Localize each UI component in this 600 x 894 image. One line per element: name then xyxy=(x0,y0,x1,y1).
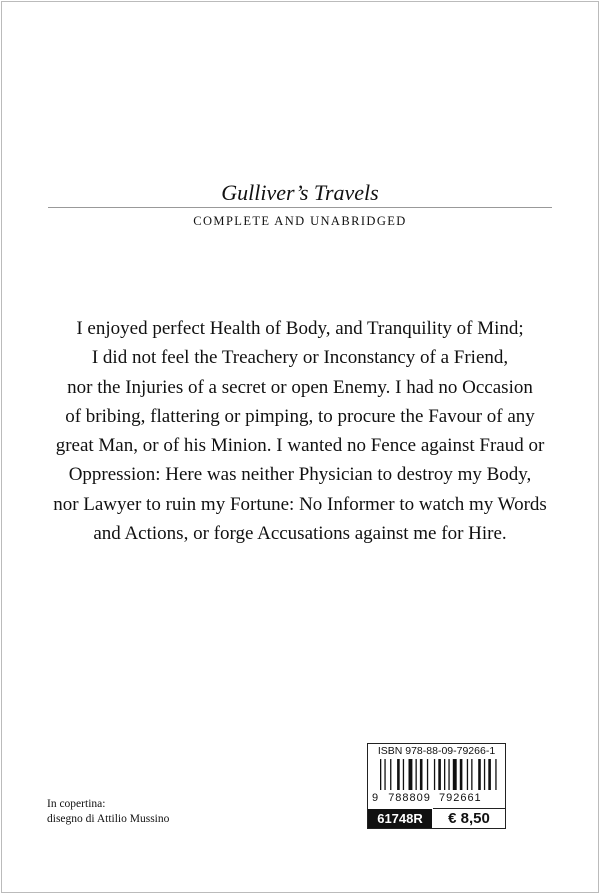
barcode-bar xyxy=(420,759,423,790)
barcode-digits xyxy=(372,791,502,805)
excerpt-line: I did not feel the Treachery or Inconstancy of a Friend, xyxy=(91,347,509,369)
excerpt-line: nor the Injuries of a secret or open Enemy. I had no Occasion xyxy=(67,376,533,398)
barcode-label xyxy=(367,743,506,829)
barcode-bar xyxy=(380,759,381,790)
excerpt-line: of bribing, flattering or pimping, to procure the Favour of any xyxy=(65,405,535,427)
barcode-bar xyxy=(444,759,445,790)
price-tag: € 8,50 xyxy=(433,808,505,828)
barcode-digits-left: 788809 xyxy=(388,792,431,804)
barcode-bar xyxy=(453,759,457,790)
barcode-bar xyxy=(390,759,391,790)
barcode-bar xyxy=(427,759,428,790)
barcode-bar xyxy=(409,759,413,790)
barcode-icon xyxy=(380,759,498,790)
cover-credit xyxy=(47,797,169,827)
excerpt-line: I enjoyed perfect Health of Body, and Tranquility of Mind; xyxy=(76,318,524,339)
barcode-bar xyxy=(397,759,400,790)
excerpt xyxy=(0,314,600,548)
excerpt-line: and Actions, or forge Accusations against me for Hire. xyxy=(93,523,507,545)
barcode-bar xyxy=(460,759,463,790)
credit-line: In copertina: xyxy=(47,798,106,810)
credit-line: disegno di Attilio Mussino xyxy=(47,813,170,825)
barcode-bar xyxy=(416,759,417,790)
isbn-text: ISBN 978-88-09-79266-1 xyxy=(377,745,496,757)
barcode-bar xyxy=(438,759,441,790)
book-title: Gulliver’s Travels xyxy=(221,180,379,205)
excerpt-line: nor Lawyer to ruin my Fortune: No Informer to watch my Words xyxy=(53,493,547,515)
barcode-digit-first: 9 xyxy=(372,792,380,804)
barcode-bar xyxy=(478,759,481,790)
barcode-bar xyxy=(495,759,496,790)
book-subtitle: COMPLETE AND UNABRIDGED xyxy=(193,214,407,228)
excerpt-line: Oppression: Here was neither Physician to destroy my Body, xyxy=(68,464,532,486)
title-divider xyxy=(48,207,552,208)
barcode-bar xyxy=(403,759,404,790)
excerpt-line: great Man, or of his Minion. I wanted no Fence against Fraud or xyxy=(55,435,545,457)
barcode-bar xyxy=(471,759,472,790)
barcode-bar xyxy=(484,759,485,790)
barcode-digits-right: 792661 xyxy=(438,792,482,804)
barcode-bar xyxy=(488,759,491,790)
barcode-bar xyxy=(467,759,468,790)
product-code: 61748R xyxy=(368,809,432,828)
barcode-bar xyxy=(384,759,385,790)
barcode-bar xyxy=(448,759,449,790)
barcode-bar xyxy=(434,759,435,790)
